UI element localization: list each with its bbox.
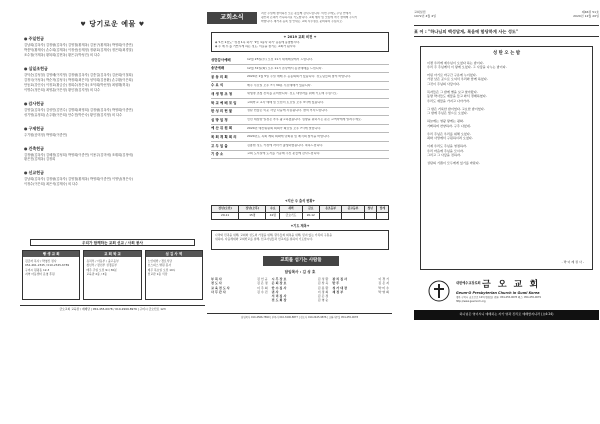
- staff-name: 김 은 지: [378, 281, 389, 286]
- poem-line: 죄와 사망에서 구원하시려 오셨다.: [427, 136, 473, 141]
- bullet-icon: ●: [24, 100, 28, 106]
- poem-stanza: [427, 107, 586, 116]
- offering-donors: 강덕순(김성철) 김영혜(이지영) 김정필(김옥자) 김종길(김옥자) 김준희(이철희): [24, 72, 133, 77]
- poem-stanza: [427, 119, 586, 128]
- ad-lines: [84, 257, 140, 278]
- news-item-title: 한 성 의 헌 물: [211, 109, 233, 114]
- prayer-box: [211, 230, 389, 250]
- prayer-line: 나라와 민족을 위해, 교회와 성도의 가정을 위해, 환우들의 회복을 위해, 믿지 않는 가족의 구원을: [215, 233, 332, 237]
- offering-donors: 김남희(김옥자) 김정필(김옥자) 김영철(황재옥) 김용구(황재옥) 박영희(이종연): [24, 43, 133, 47]
- poem-stanza: [427, 90, 586, 103]
- offering-group-title: 구제헌금: [28, 125, 44, 131]
- offering-group-heading: [24, 126, 202, 131]
- offering-donors: 조수철(이재옥) 황복희(김현옥) 황은주(박성진) 외 다수: [24, 52, 101, 57]
- attendance-value-cell: 20-12: [302, 213, 319, 220]
- offering-group-heading: [24, 170, 202, 175]
- attendance-title: +지난 주 출석 현황+: [284, 199, 316, 203]
- news-item: [211, 56, 389, 65]
- senior-pastor: 담임목사 : 김 성 호: [284, 270, 316, 274]
- ad-line: 노인대학 / 경로식당: [147, 259, 172, 264]
- ad-lines: [146, 257, 202, 278]
- news-item-title: 공 동 의 회: [211, 74, 228, 79]
- staff-role: 교 육 전 도 사: [211, 285, 230, 290]
- poem-stanzas: [427, 61, 586, 166]
- poem-line: 가장 낮은 곳으로 오셔서 우리와 함께 하셨다.: [427, 77, 488, 82]
- bullet-icon: ●: [24, 145, 28, 151]
- staff-name: 김 용 환: [317, 285, 329, 290]
- offering-group: [24, 66, 202, 93]
- vision-lines: [215, 41, 385, 49]
- bullet-icon: ●: [24, 36, 28, 41]
- staff-role: 전 도 사: [211, 281, 222, 286]
- news-item: [211, 142, 389, 151]
- offering-donors: 황은진(김재옥) 김정희: [24, 157, 56, 162]
- ad-line: 매주 주일 오전 9시 30분: [86, 267, 117, 272]
- attendance-header-cell: 수요: [266, 206, 280, 213]
- news-item-text: 매주 수요일 오후 7시 30분 수요예배가 있습니다.: [247, 83, 312, 87]
- ad-line: 유치부 / 아동부 / 중고등부: [86, 259, 119, 264]
- poem-stanza: [427, 144, 586, 157]
- ad-line: 김금자 목사 / 박영신 권사: [25, 259, 57, 264]
- poem-line: 우리 주 주님께서 이 땅에 오셨다. 그 사랑을 나누는 밤이다.: [427, 64, 507, 69]
- church-logo-icon: [428, 280, 450, 302]
- news-item-title: 송년예배: [211, 66, 225, 71]
- attendance-value-cell: [342, 213, 364, 220]
- ad-heading: 교 회 학 교: [84, 251, 140, 257]
- denomination: 대한예수교장로회: [456, 281, 481, 285]
- poem-line: 성탄의 기쁨이 모두에게 있기를 바란다.: [427, 161, 480, 166]
- prayer-line: 위하여, 다음세대와 교회학교를 위해, 선교사님들과 선교지를 위하여 기도합시다.: [215, 237, 314, 242]
- bullet-icon: ●: [24, 125, 28, 131]
- staff-role: 전 도 회 장: [271, 298, 287, 303]
- offering-donors: 이정수(이은희) 최은석(김재숙) 외 다수: [24, 182, 79, 187]
- prayer-title: +기도 제목+: [290, 224, 310, 228]
- ad-line: 호스피스 병원 봉사: [147, 263, 172, 268]
- ad-line: 구미시 원평동 12-3: [25, 267, 50, 272]
- offering-group: [24, 36, 202, 58]
- news-item-text: 12월 25일(수) 오전 11시 대예배실에서 드립니다.: [247, 57, 313, 61]
- staff-name: 김 은 정: [257, 281, 268, 286]
- staff-name: 이 주 희: [257, 285, 268, 290]
- offering-group-title: 주일헌금: [28, 36, 44, 41]
- offering-group-heading: [24, 36, 202, 41]
- staff-name: 이 경 기: [378, 277, 389, 281]
- ad-box: [145, 250, 203, 300]
- motto-label: 표 어 :: [414, 29, 427, 34]
- staff-role: 안 수 집 사: [271, 285, 287, 290]
- ad-line: 청년부 / 장년부 성경공부: [86, 263, 117, 268]
- staff-name: 박 미 수: [378, 285, 389, 290]
- attendance-header-cell: 새벽: [280, 206, 302, 213]
- staff-grid: [211, 278, 389, 303]
- poem-title: 성 탄 오 는 밤: [492, 51, 521, 56]
- offering-group: [24, 146, 202, 163]
- news-item-title: 학 교 예 배 모 임: [211, 100, 237, 105]
- staff-role: 은 퇴 장 로: [271, 281, 287, 286]
- motto-text: "하나님의 백성답게, 복음에 합당하게 사는 성도": [428, 29, 519, 34]
- offering-group: [24, 126, 202, 138]
- meta-date: 2020년 12월 20일: [573, 14, 599, 19]
- offering-group-heading: [24, 66, 202, 71]
- staff-role: 관 리 집 사: [332, 277, 348, 281]
- church-address: 경북 구미시 금오산로 123 (원평동) 전화: 054-455-0078 팩스: 054-455-0079: [456, 296, 541, 299]
- bullet-icon: ●: [24, 65, 28, 71]
- offering-group: [24, 170, 202, 187]
- attendance-header-cell: 중고등부: [342, 206, 364, 213]
- news-item-title: 고 두 일 을: [211, 143, 228, 148]
- poem-stanza: [427, 161, 586, 165]
- poem-line: 그 밤은 거룩한 밤이었다. 고요한 밤이었다.: [427, 106, 485, 111]
- news-item-text: 교회 도서실에 도서를 기증해 주신 분들께 감사드립니다.: [247, 152, 321, 156]
- ad-line: 선교관 1층 식당: [147, 271, 168, 276]
- staff-role: 사 무 간 사: [211, 289, 226, 294]
- poem-line: 그 밤에 주님은 빛으로 오셨다.: [427, 111, 468, 116]
- poem-line: 동방 박사들도 예물을 들고 와서 경배하였다.: [427, 94, 487, 99]
- poem-line: 우리 주님은 우리를 위해 오셨다.: [427, 131, 471, 136]
- poem-line: 이제 우리도 주님을 영접하자.: [427, 144, 467, 149]
- poem-line: 이젠 우리에 예수님이 오셨다 하는 밤이다.: [427, 60, 484, 65]
- staff-name: 김 성 환: [317, 277, 329, 281]
- staff-entry: [211, 295, 268, 299]
- bullet-icon: ●: [24, 170, 28, 176]
- heart-icon: ♥: [80, 21, 87, 28]
- ad-line: 054-461-2345 / 010-2345-6789: [25, 263, 70, 268]
- news-item: [211, 125, 389, 134]
- staff-entry: [211, 299, 268, 303]
- poem-stanza: [427, 132, 586, 141]
- ad-line: 지역 아동센터 운영 후원: [25, 271, 55, 276]
- attendance-value-cell: 29-11: [212, 213, 239, 220]
- staff-role: 시 무 장 로: [271, 277, 287, 281]
- attendance-value-cell: 15명: [239, 213, 266, 220]
- news-item: [211, 133, 389, 142]
- staff-name: 김 수 진: [257, 289, 268, 294]
- offering-group-heading: [24, 101, 202, 106]
- staff-role: 서 리 집 사: [271, 294, 287, 298]
- meta-founded-date: 1972년 4월 4일: [414, 14, 437, 19]
- staff-entry: [211, 291, 268, 295]
- attendance-table: [211, 205, 389, 220]
- staff-entry: [272, 299, 329, 303]
- news-item: [211, 65, 389, 74]
- offering-group-title: 십일조헌금: [28, 65, 48, 71]
- attendance-header-cell: 합계: [376, 206, 388, 213]
- staff-entry: [332, 291, 389, 295]
- page1-footer: 금오교회 교육관 / 예배당 | 054-455-0078 / 010-2999-8976 | 구미시 금오산로 123: [20, 305, 205, 312]
- ad-box: [83, 250, 141, 300]
- ad-grid: [22, 250, 203, 300]
- news-item-title: 성탄감사예배: [211, 57, 231, 62]
- ad-section-title: 우리가 함께하는 교회 선교 / 사회 봉사: [30, 239, 195, 246]
- news-item-text: 신년 대심방 일정은 추후 광고하겠습니다. 심방을 원하시는 분은 교역자에게 알려주세요.: [247, 118, 362, 122]
- bulletin-page-offerings: [20, 8, 205, 326]
- offering-group: [24, 101, 202, 118]
- staff-tab: 교회를 섬기는 사람들: [263, 256, 339, 266]
- news-intro-line: 평안과 은혜가 가득하시길 기도합니다. 교회 행사 및 모임에 적극 참여해 주시기: [261, 15, 358, 19]
- poem-line: 목자들은 그 밤에 별을 보고 찾아왔다.: [427, 89, 478, 94]
- church-name: 금 오 교 회: [482, 280, 541, 290]
- staff-role: 부 목 사: [211, 277, 222, 281]
- news-item: [211, 99, 389, 108]
- news-item-title: 심 방 일 정: [211, 117, 228, 122]
- ad-heading: 섬 김 사 역: [146, 251, 202, 257]
- news-intro-line: 바랍니다. 새가족 등록 및 안내는 교회 사무실로 문의하여 주십시오.: [261, 19, 343, 23]
- attendance-value-cell: 41명: [266, 213, 280, 220]
- attendance-value-cell: [364, 213, 376, 220]
- attendance-header-cell: 장년(오전): [212, 206, 239, 213]
- offering-donors: 성기영(유정희) 손주환(이은희) 안수진(박은숙) 황인창(김지영) 외 다수: [24, 112, 123, 117]
- attendance-value-cell: [376, 213, 388, 220]
- news-item-text: 12월 31일(화) 오후 11시 본당에서 송년예배를 드립니다.: [247, 66, 323, 70]
- offering-donors: 이명수(정은희) 최영훈(이은정) 황인창(김지영) 외 다수: [24, 87, 101, 92]
- offering-donors: 안동호(강인숙) 이정호(황금순) 정희수(장은옥) 조덕희(박선영) 최원해(허옥): [24, 82, 130, 87]
- ad-lines: [23, 257, 79, 278]
- news-tab: 교회소식: [207, 12, 257, 24]
- ad-line: 매주 목요일 오전 10시: [147, 267, 176, 272]
- offering-donors: 주기원(송미정) 박영희(이종연): [24, 132, 67, 137]
- vision-line: ◈ 주 예 수 를 기쁘시게 하는 성도, 이웃을 섬기는 교회가 됩시다.: [215, 44, 297, 48]
- news-item: [211, 82, 389, 91]
- attendance-value-row: [212, 213, 389, 220]
- offering-group-heading: [24, 146, 202, 151]
- news-item-text: 교회학교 교사 예배 및 모임이 토요일 오후 3시에 있습니다.: [247, 100, 325, 104]
- news-item-title: 수 요 식: [211, 83, 224, 88]
- meta-founded-label: 교회설립: [414, 10, 426, 14]
- vision-heading: + 2019 교회 비전 +: [283, 35, 317, 39]
- staff-role: 권 사: [271, 289, 279, 294]
- offering-group-title: 감사헌금: [28, 100, 44, 106]
- poem-box: [420, 46, 593, 270]
- staff-entry: [332, 295, 389, 299]
- motto-bar: [414, 25, 599, 37]
- news-item-text: 새생명 초청 잔치를 준비합니다. 전도 대상자를 위해 기도해 주십시오.: [247, 92, 338, 96]
- scripture-footer: 하나님은 영이시니 예배하는 자가 영과 진리로 예배할지니라 (요4:24): [414, 310, 599, 320]
- offering-groups: [24, 36, 202, 195]
- poem-line: 어린 아기로 마구간 구유에 누이셨다.: [427, 72, 477, 77]
- poem-line: 그것이 주님의 사랑이다.: [427, 81, 460, 86]
- news-item-text: 김종현 성도 가정에 자녀가 출생하였습니다. 축하드립니다.: [247, 143, 324, 147]
- offering-donors: 김정필(김옥자) 김혜정(김성희) 박영희(이종연) 이용주(김미애) 조휘희(김정애): [24, 152, 133, 157]
- staff-name: 이 정 희: [317, 289, 329, 294]
- offering-donors: 김정국(이성옥) 박순자(김성국) 박정희(최은미) 성덕희(김용환) 손주환(이은희): [24, 77, 133, 82]
- offering-donors: 박종덕(황재숙) 손수희(김재옥) 이정선(송재정) 정광호(김재숙) 정은희(최경열): [24, 47, 133, 52]
- attendance-header-row: [212, 206, 389, 213]
- staff-name: 김 상 욱: [317, 281, 329, 286]
- poem-line: 기뻐하며 찬양하자. 구주 나셨네.: [427, 123, 471, 128]
- news-item: [211, 73, 389, 82]
- staff-name: 김 인 규: [257, 277, 268, 281]
- attendance-value-cell: 금요기도: [280, 213, 302, 220]
- vision-box: [211, 32, 389, 52]
- vision-line: ◈ '1인 1전도' '성경 1독 하기' '1인 1봉사 하기' 운동에 동참합시다.: [215, 40, 300, 44]
- news-item-text: 2020년도 목회 계획 회의에 당회원 및 제직의 참석을 바랍니다.: [247, 135, 330, 139]
- staff-name: 김 영 순: [317, 298, 329, 303]
- offering-group-title: 건축헌금: [28, 145, 44, 151]
- news-item-title: 예 산 위 원 회: [211, 126, 233, 131]
- news-intro-line: 지난 주일에 참석하신 모든 분들께 감사드립니다. 이번 주에도 주님 안에서: [261, 12, 351, 15]
- poem-line: 하늘에는 영광 땅에는 평화.: [427, 119, 464, 124]
- staff-role: 반 주: [332, 281, 340, 286]
- news-item-title: 목 회 계 획 회 의: [211, 135, 237, 140]
- church-website[interactable]: http://www.geumoch.org: [456, 299, 486, 303]
- ad-box: [22, 250, 80, 300]
- news-item: [211, 116, 389, 125]
- poem-line: 우리 마음에 주님을 모시자.: [427, 148, 464, 153]
- news-item: [211, 151, 389, 160]
- news-item-text: 2020년 예산위원회 회의가 화요일 오후 7시에 열립니다.: [247, 126, 322, 130]
- news-list: [211, 56, 389, 159]
- poem-stanza: [427, 61, 586, 70]
- offering-donors: 김남희(김옥자) 김정필(김옥자) 김영철(황재옥) 박영희(이종연) 이영남(정은숙): [24, 177, 133, 182]
- staff-name: 김 은 정: [317, 294, 329, 298]
- attendance-header-cell: 금요: [302, 206, 319, 213]
- staff-entry: [332, 299, 389, 303]
- attendance-header-cell: 청년: [364, 206, 376, 213]
- news-item-text: 성탄 헌물은 이웃 사랑 나눔에 사용됩니다. 참여 부탁드립니다.: [247, 109, 329, 113]
- attendance-header-cell: 장년(오후): [239, 206, 266, 213]
- offering-donors: 김영길(김옥자) 김성민(김민수) 김명희(최영희) 김정필(김옥자) 박영희(이종연): [24, 107, 133, 112]
- page2-footer: 담임목사 010-4566-7890 | 부목사 010-3400-8877 | 전도사 010-2445-9876 | 교회사무실 054-455-0078: [207, 313, 392, 319]
- meta-volume: 제46권 51호: [581, 10, 599, 14]
- poem-stanza: [427, 73, 586, 86]
- staff-role: 재 정 부: [332, 289, 344, 294]
- ad-line: 교육관 2층 / 3층: [86, 271, 108, 276]
- news-item-title: 기 증 소: [211, 152, 224, 157]
- heart-icon: ♥: [138, 21, 145, 28]
- news-item-title: 새 생 명 초 청: [211, 92, 233, 97]
- bulletin-page-cover: [414, 8, 599, 326]
- poem-line: 그리고 그 사랑을 전하자.: [427, 153, 461, 158]
- church-english-name: Geum-O Presbyterian Church in Gumi Korea: [456, 291, 540, 295]
- attendance-value-cell: [319, 213, 341, 220]
- staff-role: 성 가 대 장: [332, 285, 348, 290]
- offerings-title: ♥ 당기로운 예물 ♥: [80, 20, 145, 28]
- bulletin-page-news: [207, 8, 392, 326]
- staff-name: 박 영 희: [378, 289, 389, 294]
- news-item-text: 2020년 1월 5일 주일 예배 후 공동의회가 있습니다. 성도님들의 참석 바랍니다.: [247, 75, 352, 79]
- poem-line: 우리도 예물을 가지고 나아가자.: [427, 98, 470, 103]
- ad-heading: 빵 생 교 회: [23, 251, 79, 257]
- poem-author: - 박 이 례 권 사 -: [561, 260, 584, 265]
- news-item: [211, 90, 389, 99]
- offering-group-title: 선교헌금: [28, 170, 44, 176]
- news-item: [211, 108, 389, 117]
- attendance-header-cell: 유초등부: [319, 206, 341, 213]
- news-intro-text: [261, 12, 392, 23]
